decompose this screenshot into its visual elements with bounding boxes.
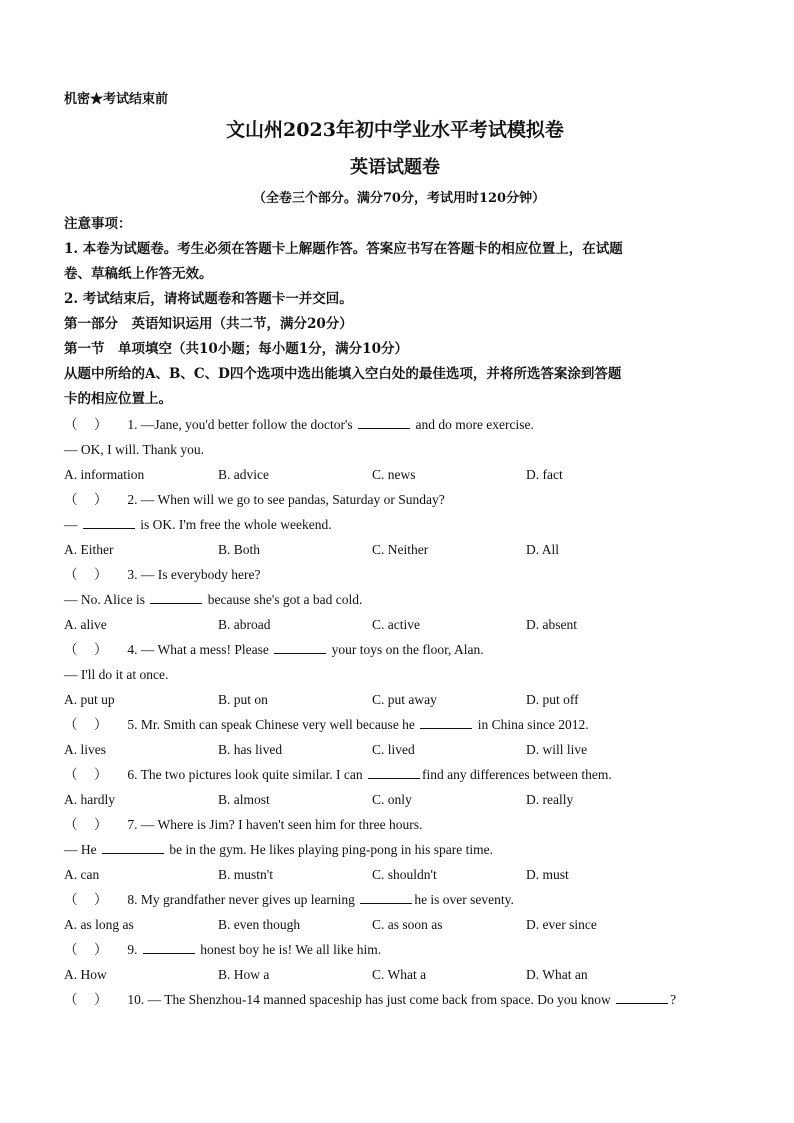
question-4-options bbox=[64, 687, 734, 712]
answer-paren[interactable]: （ ） bbox=[64, 767, 108, 782]
option-d[interactable]: D. absent bbox=[526, 617, 577, 632]
answer-blank bbox=[360, 889, 412, 904]
option-a[interactable]: A. as long as bbox=[64, 917, 134, 932]
option-c[interactable]: C. What a bbox=[372, 967, 427, 982]
option-b[interactable]: B. advice bbox=[218, 467, 269, 482]
question-text: 7. — Where is Jim? I haven't seen him for three hours. bbox=[127, 817, 423, 832]
answer-blank bbox=[368, 764, 420, 779]
confidential-label: 机密★考试结束前 bbox=[64, 92, 169, 107]
question-7-options bbox=[64, 862, 734, 887]
option-a[interactable]: A. alive bbox=[64, 617, 107, 632]
question-text: 4. — What a mess! Please bbox=[127, 642, 269, 657]
question-7-reply: — He be in the gym. He likes playing ping-pong in his spare time. bbox=[64, 837, 734, 862]
question-text: 5. Mr. Smith can speak Chinese very well because he bbox=[127, 717, 415, 732]
question-6-options bbox=[64, 787, 734, 812]
notice-item-1-line-1: 1. 本卷为试题卷。考生必须在答题卡上解题作答。答案应书写在答题卡的相应位置上，在试题 bbox=[64, 241, 623, 257]
notice-heading: 注意事项： bbox=[64, 216, 132, 232]
answer-blank bbox=[274, 639, 326, 654]
answer-paren[interactable]: （ ） bbox=[64, 717, 108, 732]
option-a[interactable]: A. How bbox=[64, 967, 107, 982]
option-b[interactable]: B. mustn't bbox=[218, 867, 273, 882]
question-8 bbox=[64, 887, 734, 912]
option-d[interactable]: D. fact bbox=[526, 467, 563, 482]
question-1-options bbox=[64, 462, 734, 487]
option-c[interactable]: C. lived bbox=[372, 742, 415, 757]
instruction-line-1: 从题中所给的A、B、C、D四个选项中选出能填入空白处的最佳选项，并将所选答案涂到答题 bbox=[64, 366, 622, 382]
option-d[interactable]: D. What an bbox=[526, 967, 588, 982]
question-text-end: and do more exercise. bbox=[415, 417, 534, 432]
question-3-options bbox=[64, 612, 734, 637]
question-text: 6. The two pictures look quite similar. I can bbox=[127, 767, 363, 782]
answer-paren[interactable]: （ ） bbox=[64, 942, 108, 957]
option-c[interactable]: C. news bbox=[372, 467, 416, 482]
exam-title: 文山州2023年初中学业水平考试模拟卷 bbox=[226, 119, 564, 141]
answer-blank bbox=[143, 939, 195, 954]
option-d[interactable]: D. ever since bbox=[526, 917, 597, 932]
question-9-options bbox=[64, 962, 734, 987]
option-c[interactable]: C. shouldn't bbox=[372, 867, 437, 882]
option-a[interactable]: A. can bbox=[64, 867, 100, 882]
exam-page bbox=[64, 88, 734, 1012]
option-a[interactable]: A. lives bbox=[64, 742, 106, 757]
answer-blank bbox=[616, 989, 668, 1004]
option-d[interactable]: D. All bbox=[526, 542, 560, 557]
option-c[interactable]: C. Neither bbox=[372, 542, 429, 557]
answer-blank bbox=[83, 514, 135, 529]
question-4-reply: — I'll do it at once. bbox=[64, 667, 169, 682]
option-b[interactable]: B. even though bbox=[218, 917, 301, 932]
option-a[interactable]: A. information bbox=[64, 467, 145, 482]
question-7 bbox=[64, 812, 734, 837]
answer-blank bbox=[420, 714, 472, 729]
question-3 bbox=[64, 562, 734, 587]
question-text: 8. My grandfather never gives up learning bbox=[127, 892, 355, 907]
answer-paren[interactable]: （ ） bbox=[64, 992, 108, 1007]
question-2-options bbox=[64, 537, 734, 562]
question-text-end: your toys on the floor, Alan. bbox=[331, 642, 484, 657]
answer-paren[interactable]: （ ） bbox=[64, 642, 108, 657]
answer-paren[interactable]: （ ） bbox=[64, 567, 108, 582]
option-c[interactable]: C. as soon as bbox=[372, 917, 443, 932]
section1-heading: 第一节 单项填空（共10小题；每小题1分，满分10分） bbox=[64, 341, 408, 357]
answer-blank bbox=[102, 839, 164, 854]
answer-paren[interactable]: （ ） bbox=[64, 817, 108, 832]
answer-blank bbox=[150, 589, 202, 604]
notice-item-2: 2. 考试结束后，请将试题卷和答题卡一并交回。 bbox=[64, 291, 353, 307]
part1-heading: 第一部分 英语知识运用（共二节，满分20分） bbox=[64, 316, 353, 332]
question-9 bbox=[64, 937, 734, 962]
question-text: 3. — Is everybody here? bbox=[127, 567, 261, 582]
option-b[interactable]: B. How a bbox=[218, 967, 270, 982]
question-4 bbox=[64, 637, 734, 662]
option-d[interactable]: D. will live bbox=[526, 742, 588, 757]
option-d[interactable]: D. really bbox=[526, 792, 574, 807]
question-2-reply: — is OK. I'm free the whole weekend. bbox=[64, 512, 734, 537]
option-b[interactable]: B. abroad bbox=[218, 617, 271, 632]
option-c[interactable]: C. only bbox=[372, 792, 412, 807]
instruction-line-2: 卡的相应位置上。 bbox=[64, 391, 172, 407]
question-1-reply: — OK, I will. Thank you. bbox=[64, 442, 204, 457]
answer-paren[interactable]: （ ） bbox=[64, 417, 108, 432]
notice-item-1-line-2: 卷、草稿纸上作答无效。 bbox=[64, 266, 213, 282]
exam-subtitle: 英语试题卷 bbox=[350, 157, 440, 178]
question-text-end: he is over seventy. bbox=[414, 892, 514, 907]
option-d[interactable]: D. must bbox=[526, 867, 569, 882]
answer-paren[interactable]: （ ） bbox=[64, 492, 108, 507]
answer-blank bbox=[358, 414, 410, 429]
question-2 bbox=[64, 487, 734, 512]
question-10 bbox=[64, 987, 734, 1012]
option-b[interactable]: B. has lived bbox=[218, 742, 283, 757]
question-5-options bbox=[64, 737, 734, 762]
option-a[interactable]: A. Either bbox=[64, 542, 114, 557]
question-text: 10. — The Shenzhou-14 manned spaceship has just come back from space. Do you know bbox=[127, 992, 611, 1007]
question-text: 2. — When will we go to see pandas, Saturday or Sunday? bbox=[127, 492, 445, 507]
option-c[interactable]: C. active bbox=[372, 617, 420, 632]
option-c[interactable]: C. put away bbox=[372, 692, 437, 707]
answer-paren[interactable]: （ ） bbox=[64, 892, 108, 907]
question-1 bbox=[64, 412, 734, 437]
question-6 bbox=[64, 762, 734, 787]
question-3-reply: — No. Alice is because she's got a bad cold. bbox=[64, 587, 734, 612]
question-5 bbox=[64, 712, 734, 737]
option-d[interactable]: D. put off bbox=[526, 692, 579, 707]
option-b[interactable]: B. put on bbox=[218, 692, 268, 707]
question-text-end: in China since 2012. bbox=[477, 717, 589, 732]
question-text-end: ? bbox=[670, 992, 677, 1007]
option-b[interactable]: B. almost bbox=[218, 792, 270, 807]
exam-note: （全卷三个部分。满分70分，考试用时120分钟） bbox=[252, 191, 546, 206]
question-text: 1. —Jane, you'd better follow the doctor's bbox=[127, 417, 353, 432]
question-text-end: find any differences between them. bbox=[421, 767, 612, 782]
option-a[interactable]: A. hardly bbox=[64, 792, 115, 807]
question-text-end: honest boy he is! We all like him. bbox=[200, 942, 382, 957]
option-a[interactable]: A. put up bbox=[64, 692, 115, 707]
option-b[interactable]: B. Both bbox=[218, 542, 261, 557]
question-8-options bbox=[64, 912, 734, 937]
question-text: 9. bbox=[127, 942, 138, 957]
